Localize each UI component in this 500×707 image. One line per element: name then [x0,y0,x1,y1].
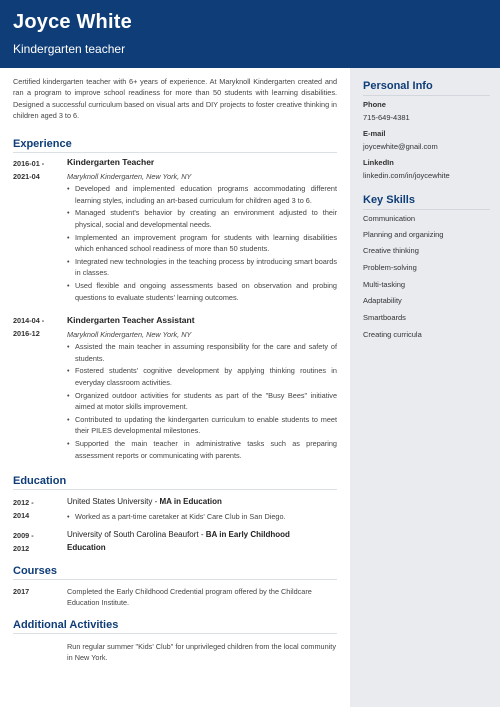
job-bullets [67,183,337,304]
list-item: • Used flexible and ongoing assessments based on observation and probing questions to evaluate students' learning outcomes. [67,280,337,303]
job-title: Kindergarten Teacher [67,157,155,167]
candidate-role: Kindergarten teacher [13,42,126,56]
list-item: • Assisted the main teacher in assuming responsibility for the care and safety of students. [67,341,337,364]
personal-info-divider [363,95,490,96]
education-date [13,529,34,555]
phone-value: 715-649-4381 [363,113,410,122]
key-skills-title: Key Skills [363,194,415,206]
resume-header [0,0,500,68]
key-skills-divider [363,209,490,210]
list-item: • Worked as a part-time caretaker at Kids' Care Club in San Diego. [67,511,337,523]
skill-item: Adaptability [363,296,402,305]
education-title: Education [13,475,67,487]
education-bullets [67,511,337,524]
activities-title: Additional Activities [13,619,119,631]
courses-title: Courses [13,565,58,577]
degree-name: BA in Early Childhood Education [67,530,290,552]
school-name: United States University - [67,497,160,506]
activities-divider [13,633,337,634]
job-date-end: 2016-12 [13,329,40,338]
linkedin-value: linkedin.com/in/joycewhite [363,171,450,180]
activities-description: Run regular summer "Kids' Club" for unprivileged children from the local community in New York. [67,642,336,663]
job-date [13,157,44,183]
skill-item: Creative thinking [363,246,419,255]
experience-title: Experience [13,138,72,150]
list-item: • Developed and implemented education programs accommodating different learning styles, including an art-based curriculum for children aged 3 to 6. [67,183,337,206]
linkedin-label: LinkedIn [363,158,394,167]
education-date-start: 2009 - [13,531,34,540]
list-item: • Organized outdoor activities for students as part of the "Busy Bees" initiative aimed at motor skills improvement. [67,390,337,413]
course-date: 2017 [13,587,30,596]
personal-info-title: Personal Info [363,80,433,92]
job-title: Kindergarten Teacher Assistant [67,315,195,325]
course-description: Completed the Early Childhood Credential program offered by the Childcare Education Institute. [67,587,312,608]
skill-item: Smartboards [363,313,406,322]
job-date-start: 2016-01 - [13,159,45,168]
list-item: • Integrated new technologies in the teaching process by introducing smart boards in classes. [67,256,337,279]
job-date-start: 2014-04 - [13,316,45,325]
skill-item: Communication [363,214,416,223]
email-value: joycewhite@gnail.com [363,142,438,151]
skill-item: Creating curricula [363,330,422,339]
summary-paragraph: Certified kindergarten teacher with 6+ years of experience. At Maryknoll Kindergarten created and ran a program to improve school readiness for more than 50 students with learning disabilities. Designed a successful curriculum based on visual arts and DIY projects to foster creative thinking in children aged 3 to 6. [13,77,337,121]
school-name: University of South Carolina Beaufort - [67,530,206,539]
list-item: • Contributed to updating the kindergarten curriculum to enable students to meet their PILES developmental milestones. [67,414,337,437]
education-date [13,496,34,522]
skill-item: Multi-tasking [363,280,406,289]
candidate-name: Joyce White [13,11,132,33]
job-date-end: 2021-04 [13,172,40,181]
list-item: • Managed student's behavior by creating an environment adjusted to their physical, social and developmental needs. [67,207,337,230]
job-bullets [67,341,337,462]
skill-item: Planning and organizing [363,230,444,239]
education-divider [13,489,337,490]
degree-name: MA in Education [159,497,222,506]
education-date-end: 2014 [13,511,30,520]
job-company: Maryknoll Kindergarten, New York, NY [67,330,192,339]
education-entry [67,495,337,508]
skill-item: Problem-solving [363,263,417,272]
education-entry [67,528,307,554]
job-company: Maryknoll Kindergarten, New York, NY [67,172,192,181]
email-label: E-mail [363,129,386,138]
list-item: • Supported the main teacher in administrative tasks such as preparing assessment reports or communicating with parents. [67,438,337,461]
education-date-start: 2012 - [13,498,34,507]
job-date [13,314,44,340]
list-item: • Fostered students' cognitive development by applying thinking routines in everyday classroom activities. [67,365,337,388]
experience-divider [13,152,337,153]
education-date-end: 2012 [13,544,30,553]
list-item: • Implemented an improvement program for students with learning disabilities which enhanced school readiness of more than 50 students. [67,232,337,255]
phone-label: Phone [363,100,386,109]
courses-divider [13,579,337,580]
